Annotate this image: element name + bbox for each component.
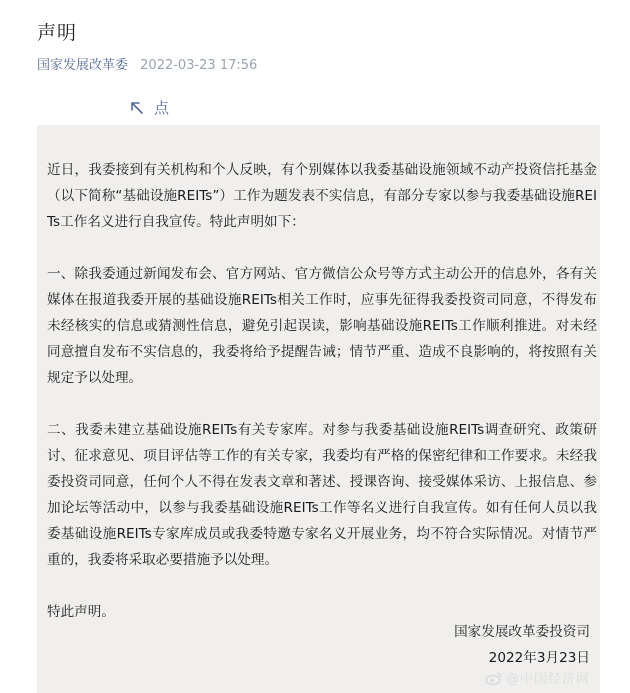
notice-paragraph-intro: 近日，我委接到有关机构和个人反映，有个别媒体以我委基础设施领域不动产投资信托基金（以下简称“基础设施REITs”）工作为题发表不实信息，有部分专家以参与我委基础设施REITs工作名义进行自我宣传。特此声明如下： xyxy=(47,162,597,230)
notice-image xyxy=(37,125,600,693)
weibo-icon xyxy=(485,671,503,685)
publish-date: 2022-03-23 17:56 xyxy=(140,58,258,73)
top-left-arrow-icon xyxy=(130,101,144,115)
article-meta xyxy=(37,54,257,73)
account-name-link[interactable]: 国家发展改革委 xyxy=(37,58,129,73)
follow-point-label: 点 xyxy=(154,99,170,117)
watermark-text: @中国经济网 xyxy=(505,672,590,687)
follow-point-button[interactable] xyxy=(130,97,169,118)
notice-paragraph-closing: 特此声明。 xyxy=(47,604,115,620)
notice-paragraph-2: 二、我委未建立基础设施REITs有关专家库。对参与我委基础设施REITs调查研究、政策研讨、征求意见、项目评估等工作的有关专家，我委均有严格的保密纪律和工作要求。未经我委投资司同意，任何个人不得在发表文章和著述、授课咨询、接受媒体采访、上报信息、参加论坛等活动中，以参与我委基础设施REITs工作等名义进行自我宣传。如有任何人员以我委基础设施REITs专家库成员或我委特邀专家名义开展业务，均不符合实际情况。对情节严重的，我委将采取必要措施予以处理。 xyxy=(47,422,597,568)
notice-paragraph-1: 一、除我委通过新闻发布会、官方网站、官方微信公众号等方式主动公开的信息外，各有关媒体在报道我委开展的基础设施REITs相关工作时，应事先征得我委投资司同意，不得发布未经核实的信息或猜测性信息，避免引起误读，影响基础设施REITs工作顺利推进。对未经同意擅自发布不实信息的，我委将给予提醒告诫；情节严重、造成不良影响的，将按照有关规定予以处理。 xyxy=(47,266,597,386)
page-title: 声明 xyxy=(37,22,78,44)
notice-signoff xyxy=(454,619,590,671)
notice-signature: 国家发展改革委投资司 xyxy=(454,624,590,640)
notice-body xyxy=(47,157,597,651)
notice-signed-date: 2022年3月23日 xyxy=(488,650,590,666)
watermark xyxy=(485,668,590,687)
